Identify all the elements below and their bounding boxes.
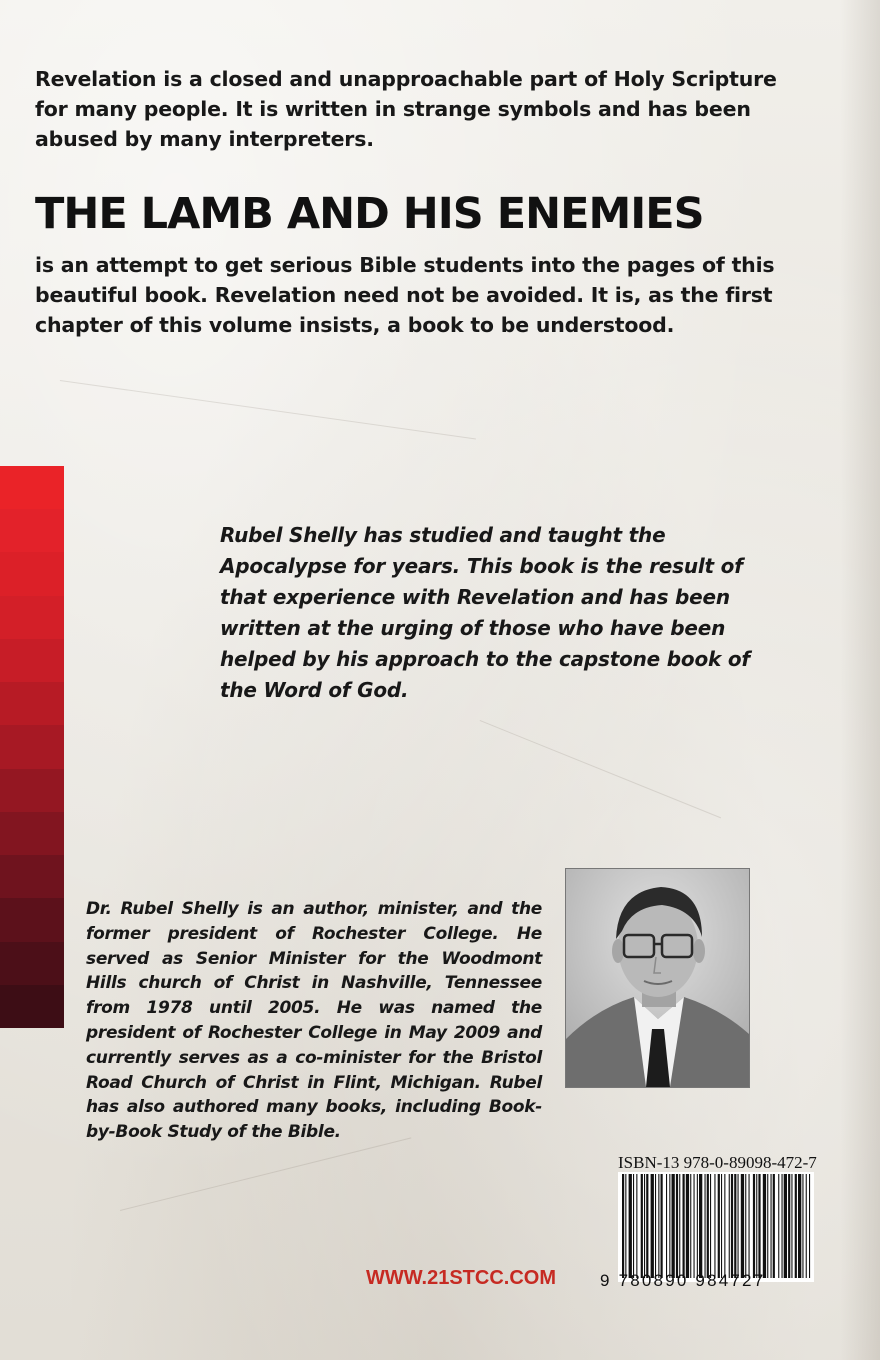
author-quote: Rubel Shelly has studied and taught the Apocalypse for years. This book is the result of that experience with Revelation and has been written at the urging of those who have been helped by his approach to the capstone book of the Word of God.: [220, 523, 750, 702]
barcode-bar: [763, 1174, 766, 1278]
barcode-bars: [618, 1172, 814, 1282]
barcode-bar: [802, 1174, 803, 1278]
barcode-bar: [666, 1174, 667, 1278]
barcode-bar: [729, 1174, 730, 1278]
publisher-website: WWW.21STCC.COM: [366, 1267, 556, 1289]
barcode-bar: [697, 1174, 698, 1278]
barcode-bar: [655, 1174, 656, 1278]
author-portrait-image: [566, 869, 749, 1087]
barcode-bar: [629, 1174, 632, 1278]
barcode-bar: [707, 1174, 709, 1278]
book-title: THE LAMB AND HIS ENEMIES: [35, 189, 704, 239]
barcode-bar: [756, 1174, 757, 1278]
barcode-bar: [622, 1174, 624, 1278]
page-edge-shading: [840, 0, 880, 1360]
barcode-bar: [705, 1174, 706, 1278]
barcode-bar: [694, 1174, 695, 1278]
book-reference: Book-by-Book Study of the Bible.: [86, 1097, 543, 1143]
author-bio: [86, 897, 542, 1145]
barcode-bar: [734, 1174, 736, 1278]
barcode-bar: [710, 1174, 711, 1278]
barcode-bar: [646, 1174, 648, 1278]
intro-paragraph: Revelation is a closed and unapproachable part of Holy Scripture for many people. It is written in strange symbols and has been abused by many interpreters.: [35, 67, 777, 151]
author-photo: [565, 868, 750, 1088]
barcode-bar: [658, 1174, 659, 1278]
barcode-bar: [633, 1174, 634, 1278]
barcode-bar: [683, 1174, 685, 1278]
barcode-digits: 9 780890 984727: [600, 1271, 766, 1290]
barcode-bar: [651, 1174, 654, 1278]
barcode-bar: [724, 1174, 725, 1278]
barcode-bar: [788, 1174, 790, 1278]
paper-crease: [120, 1137, 411, 1211]
barcode-bar: [806, 1174, 807, 1278]
barcode-bar: [758, 1174, 760, 1278]
barcode-bar: [731, 1174, 733, 1278]
barcode-bar: [636, 1174, 637, 1278]
barcode-bar: [795, 1174, 797, 1278]
barcode-bar: [686, 1174, 689, 1278]
barcode-bar: [676, 1174, 678, 1278]
barcode-bar: [798, 1174, 801, 1278]
barcode-bar: [714, 1174, 715, 1278]
barcode-bar: [625, 1174, 626, 1278]
author-bio-text: Dr. Rubel Shelly is an author, minister, and the former president of Rochester College. He served as Senior Minister for the Woodmont Hills church of Christ in Nashville, Tennessee from 1978 until 2005. He was named the president of Rochester College in May 2009 and currently serves as a co-minister for the Bristol Road Church of Christ in Flint, Michigan. Rubel has also authored many books, including: [86, 899, 542, 1118]
barcode-bar: [641, 1174, 643, 1278]
barcode-bar: [753, 1174, 755, 1278]
barcode-bar: [784, 1174, 787, 1278]
barcode-bar: [773, 1174, 775, 1278]
barcode-bar: [699, 1174, 702, 1278]
barcode-bar: [721, 1174, 722, 1278]
paper-crease: [480, 720, 721, 818]
description-paragraph: is an attempt to get serious Bible students into the pages of this beautiful book. Revelation need not be avoided. It is, as the first chapter of this volume insists, a book to be understood.: [35, 253, 775, 337]
barcode-bar: [672, 1174, 675, 1278]
barcode-bar: [661, 1174, 663, 1278]
barcode-bar: [690, 1174, 691, 1278]
paper-crease: [60, 380, 476, 439]
barcode-bar: [679, 1174, 680, 1278]
red-gradient-bar: [0, 466, 64, 1028]
barcode-bar: [809, 1174, 810, 1278]
isbn-label: ISBN-13 978-0-89098-472-7: [618, 1153, 817, 1172]
barcode-bar: [791, 1174, 792, 1278]
barcode-bar: [718, 1174, 720, 1278]
barcode-bar: [741, 1174, 744, 1278]
barcode-bar: [669, 1174, 670, 1278]
barcode-bar: [738, 1174, 739, 1278]
barcode-bar: [767, 1174, 768, 1278]
barcode-bar: [778, 1174, 779, 1278]
barcode-bar: [782, 1174, 783, 1278]
barcode-bar: [644, 1174, 645, 1278]
barcode-bar: [749, 1174, 750, 1278]
barcode-bar: [745, 1174, 746, 1278]
barcode-bar: [771, 1174, 772, 1278]
